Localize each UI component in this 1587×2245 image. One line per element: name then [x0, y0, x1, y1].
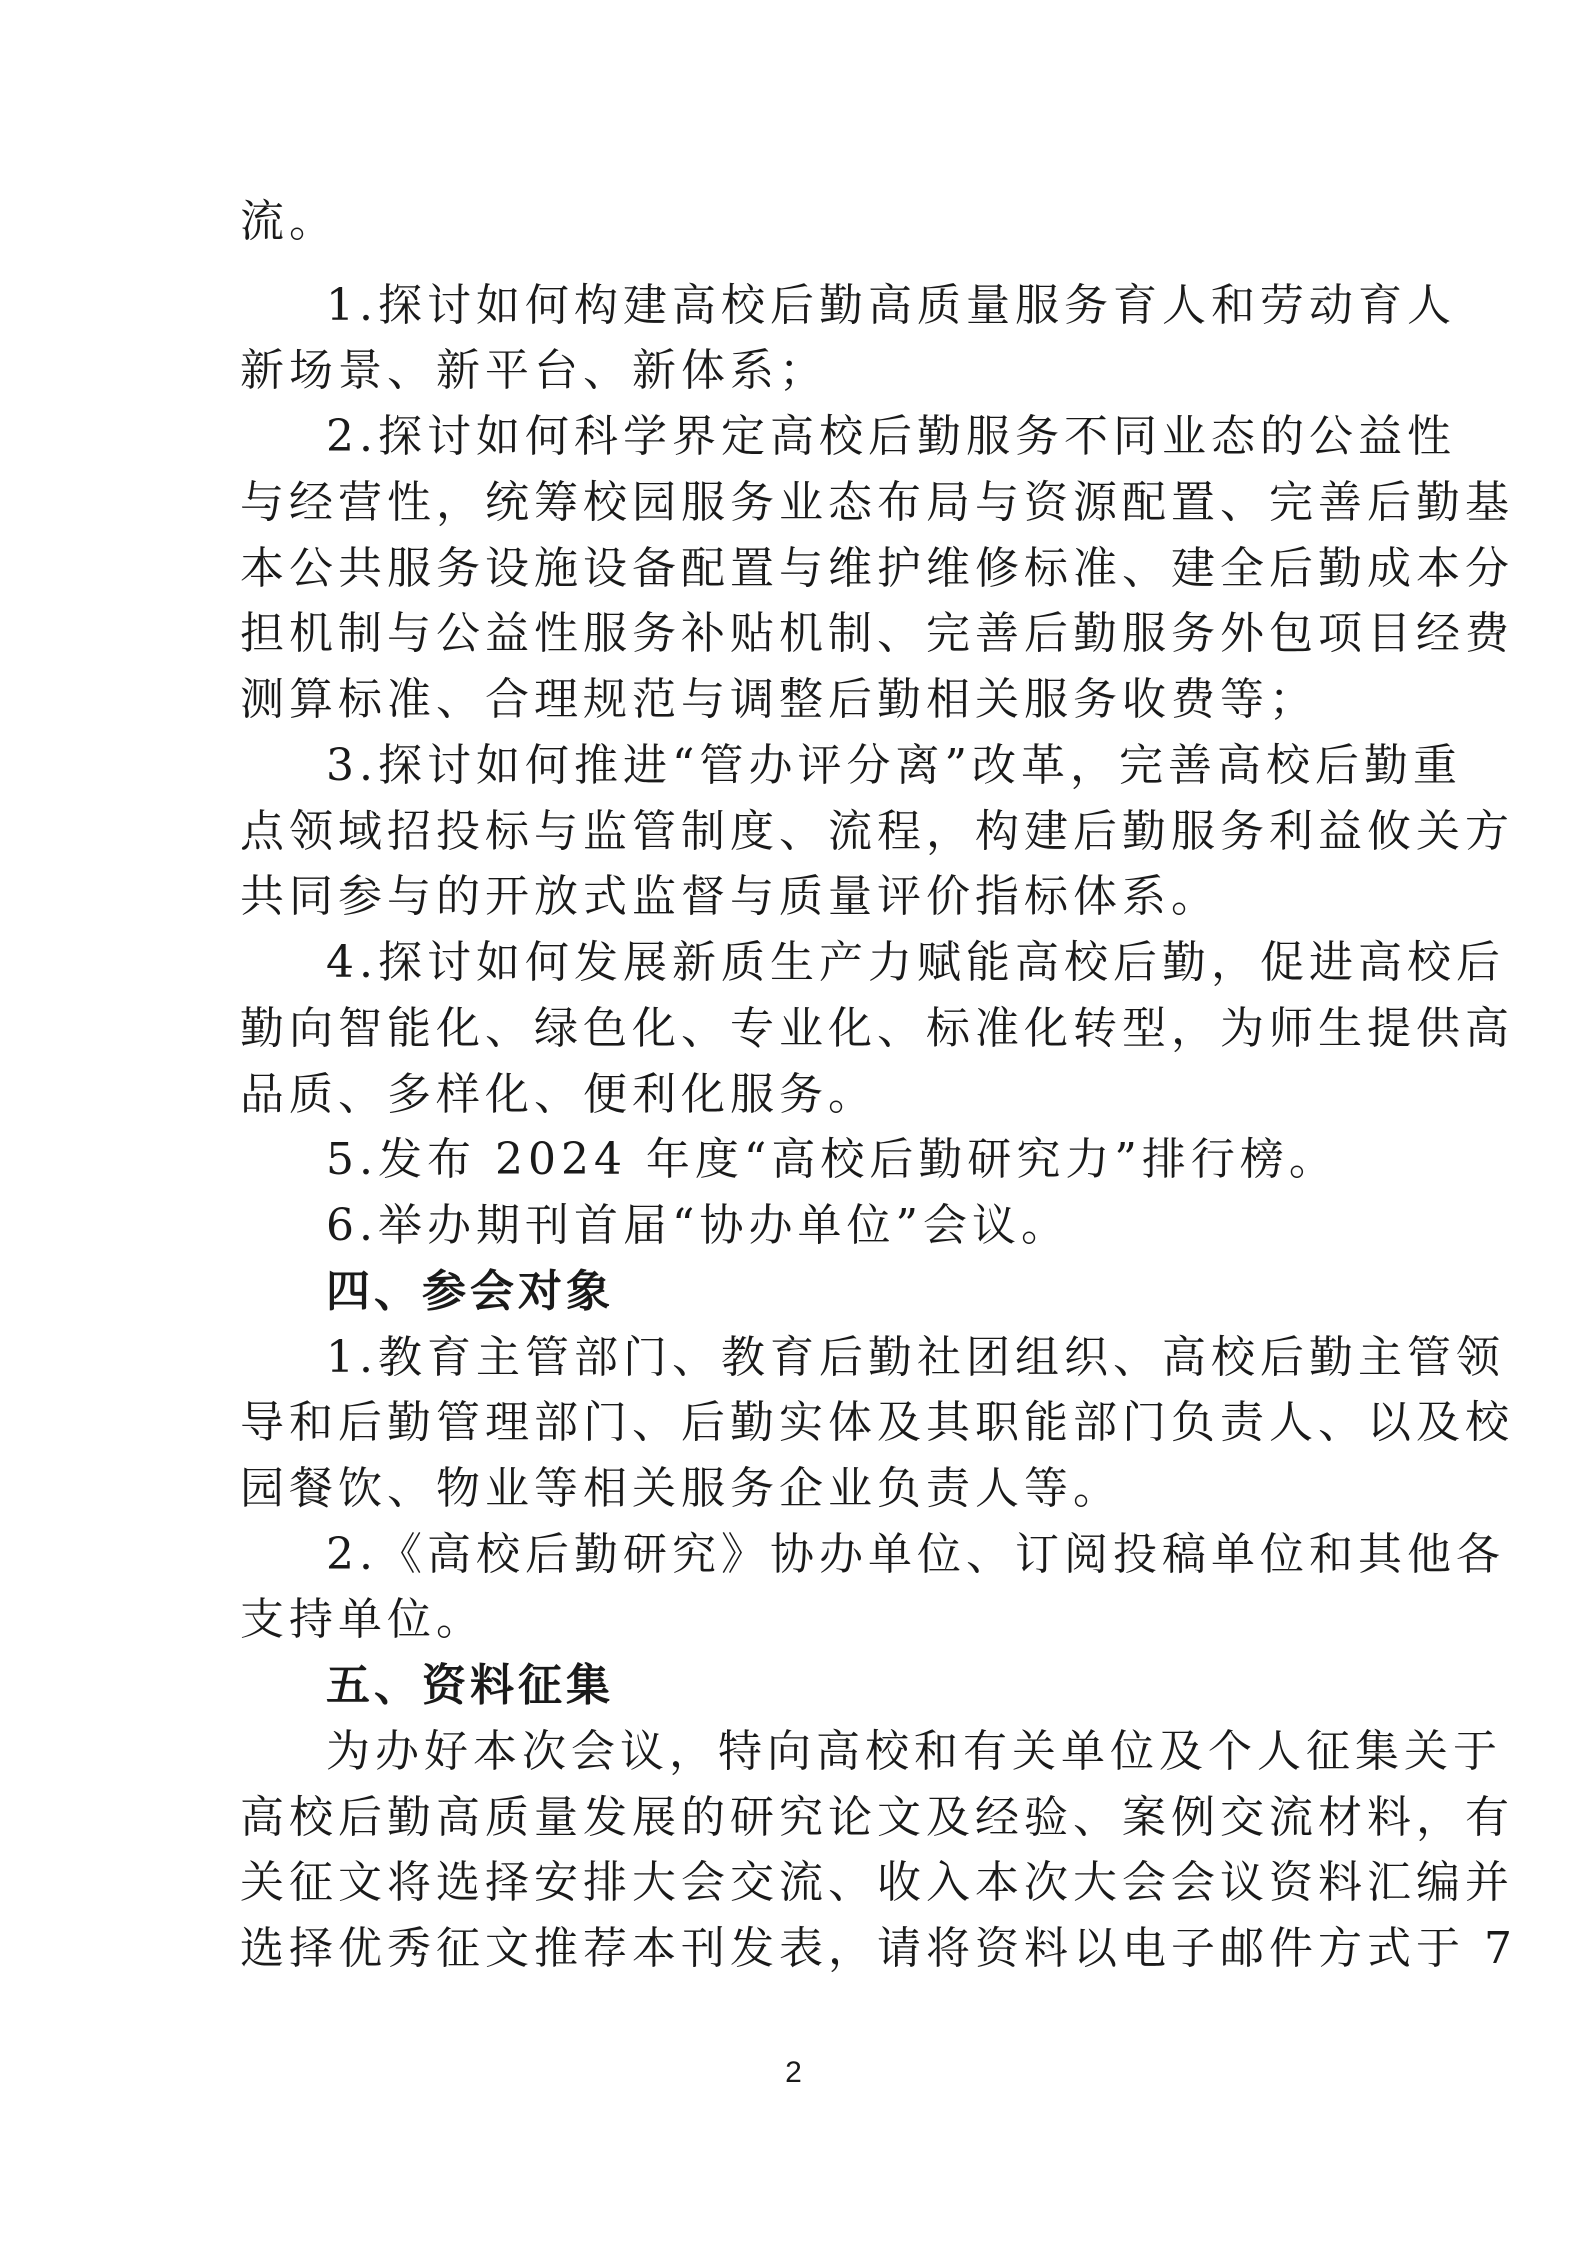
text-line: 流。	[240, 196, 338, 247]
text-line: 导和后勤管理部门、后勤实体及其职能部门负责人、以及校	[240, 1397, 1514, 1448]
text-line: 新场景、新平台、新体系；	[240, 345, 828, 396]
text-line: 5.发布 2024 年度“高校后勤研究力”排行榜。	[326, 1134, 1338, 1185]
text-line: 支持单位。	[240, 1594, 485, 1645]
text-line: 测算标准、合理规范与调整后勤相关服务收费等；	[240, 674, 1318, 725]
text-line: 本公共服务设施设备配置与维护维修标准、建全后勤成本分	[240, 543, 1514, 594]
text-line: 勤向智能化、绿色化、专业化、标准化转型，为师生提供高	[240, 1003, 1514, 1054]
section-heading: 五、资料征集	[326, 1660, 614, 1711]
text-line: 3.探讨如何推进“管办评分离”改革，完善高校后勤重	[326, 740, 1462, 791]
text-line: 2.《高校后勤研究》协办单位、订阅投稿单位和其他各	[326, 1529, 1505, 1580]
text-line: 为办好本次会议，特向高校和有关单位及个人征集关于	[326, 1726, 1502, 1777]
text-line: 品质、多样化、便利化服务。	[240, 1069, 877, 1120]
text-line: 担机制与公益性服务补贴机制、完善后勤服务外包项目经费	[240, 608, 1514, 659]
text-line: 2.探讨如何科学界定高校后勤服务不同业态的公益性	[326, 411, 1456, 462]
page-number: 2	[785, 2056, 802, 2089]
text-line: 与经营性，统筹校园服务业态布局与资源配置、完善后勤基	[240, 477, 1514, 528]
text-line: 4.探讨如何发展新质生产力赋能高校后勤，促进高校后	[326, 937, 1505, 988]
text-line: 高校后勤高质量发展的研究论文及经验、案例交流材料，有	[240, 1792, 1514, 1843]
text-line: 点领域招投标与监管制度、流程，构建后勤服务利益攸关方	[240, 806, 1514, 857]
text-line: 园餐饮、物业等相关服务企业负责人等。	[240, 1463, 1122, 1514]
text-line: 关征文将选择安排大会交流、收入本次大会会议资料汇编并	[240, 1857, 1514, 1908]
text-line: 1.探讨如何构建高校后勤高质量服务育人和劳动育人	[326, 280, 1456, 331]
text-line: 选择优秀征文推荐本刊发表，请将资料以电子邮件方式于 7	[240, 1923, 1517, 1974]
section-heading: 四、参会对象	[326, 1266, 614, 1317]
text-line: 1.教育主管部门、教育后勤社团组织、高校后勤主管领	[326, 1332, 1505, 1383]
text-line: 共同参与的开放式监督与质量评价指标体系。	[240, 871, 1220, 922]
text-line: 6.举办期刊首届“协办单位”会议。	[326, 1200, 1070, 1251]
